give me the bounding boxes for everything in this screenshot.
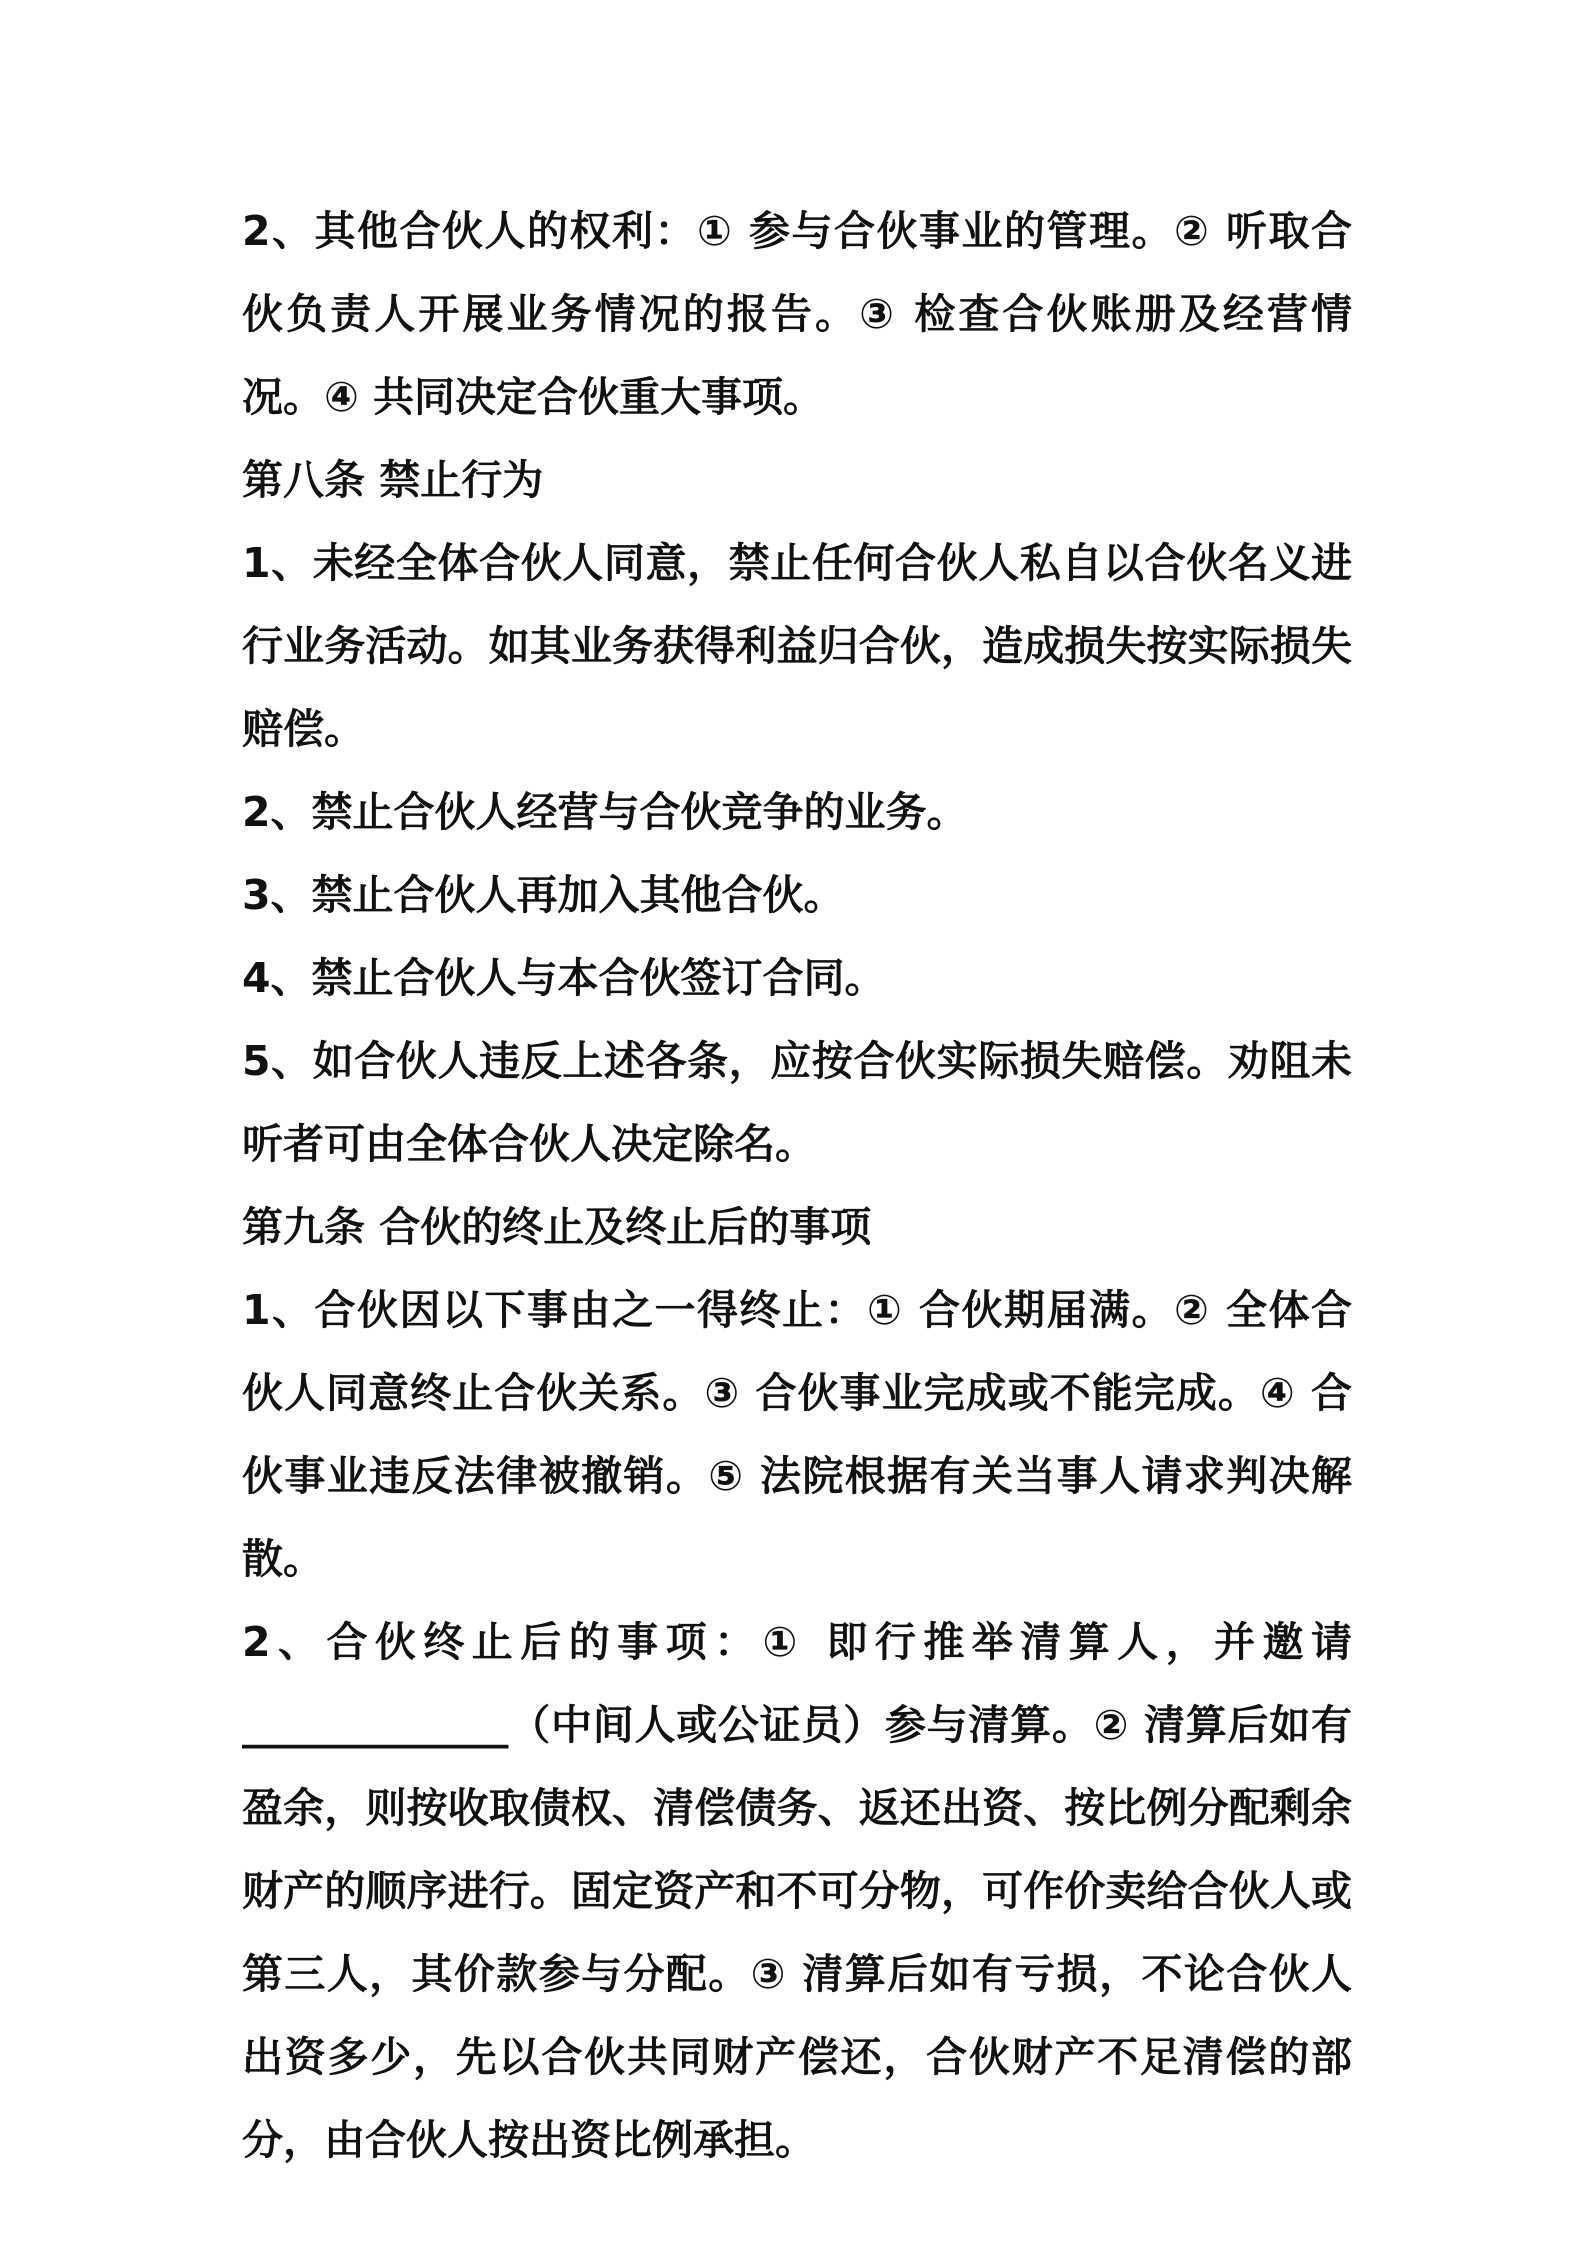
clause-7-item-2: 2、其他合伙人的权利：① 参与合伙事业的管理。② 听取合伙负责人开展业务情况的报告。③ 检查合伙账册及经营情况。④ 共同决定合伙重大事项。 xyxy=(242,207,1352,421)
clause-9-item-1: 1、合伙因以下事由之一得终止：① 合伙期届满。② 全体合伙人同意终止合伙关系。③ 合伙事业完成或不能完成。④ 合伙事业违反法律被撤销。⑤ 法院根据有关当事人请求判决解散。 xyxy=(242,1286,1352,1583)
clause-9-item-2: 2、合伙终止后的事项：① 即行推举清算人，并邀请_____________（中间人或公证员）参与清算。② 清算后如有盈余，则按收取债权、清偿债务、返还出资、按比例分配剩余财产的顺序进行。固定资产和不可分物，可作价卖给合伙人或第三人，其价款参与分配。③ 清算后如有亏损，不论合伙人出资多少，先以合伙共同财产偿还，合伙财产不足清偿的部分，由合伙人按出资比例承担。 xyxy=(242,1618,1352,2164)
clause-8-item-5: 5、如合伙人违反上述各条，应按合伙实际损失赔偿。劝阻未听者可由全体合伙人决定除名。 xyxy=(242,1037,1352,1168)
article-8-heading: 第八条 禁止行为 xyxy=(242,456,544,504)
clause-8-item-4: 4、禁止合伙人与本合伙签订合同。 xyxy=(242,954,886,1002)
clause-8-item-1: 1、未经全体合伙人同意，禁止任何合伙人私自以合伙名义进行业务活动。如其业务获得利益归合伙，造成损失按实际损失赔偿。 xyxy=(242,539,1352,753)
clause-8-item-2: 2、禁止合伙人经营与合伙竞争的业务。 xyxy=(242,788,968,836)
clause-8-item-3: 3、禁止合伙人再加入其他合伙。 xyxy=(242,871,845,919)
document-body xyxy=(242,190,1352,2182)
article-9-heading: 第九条 合伙的终止及终止后的事项 xyxy=(242,1203,872,1251)
